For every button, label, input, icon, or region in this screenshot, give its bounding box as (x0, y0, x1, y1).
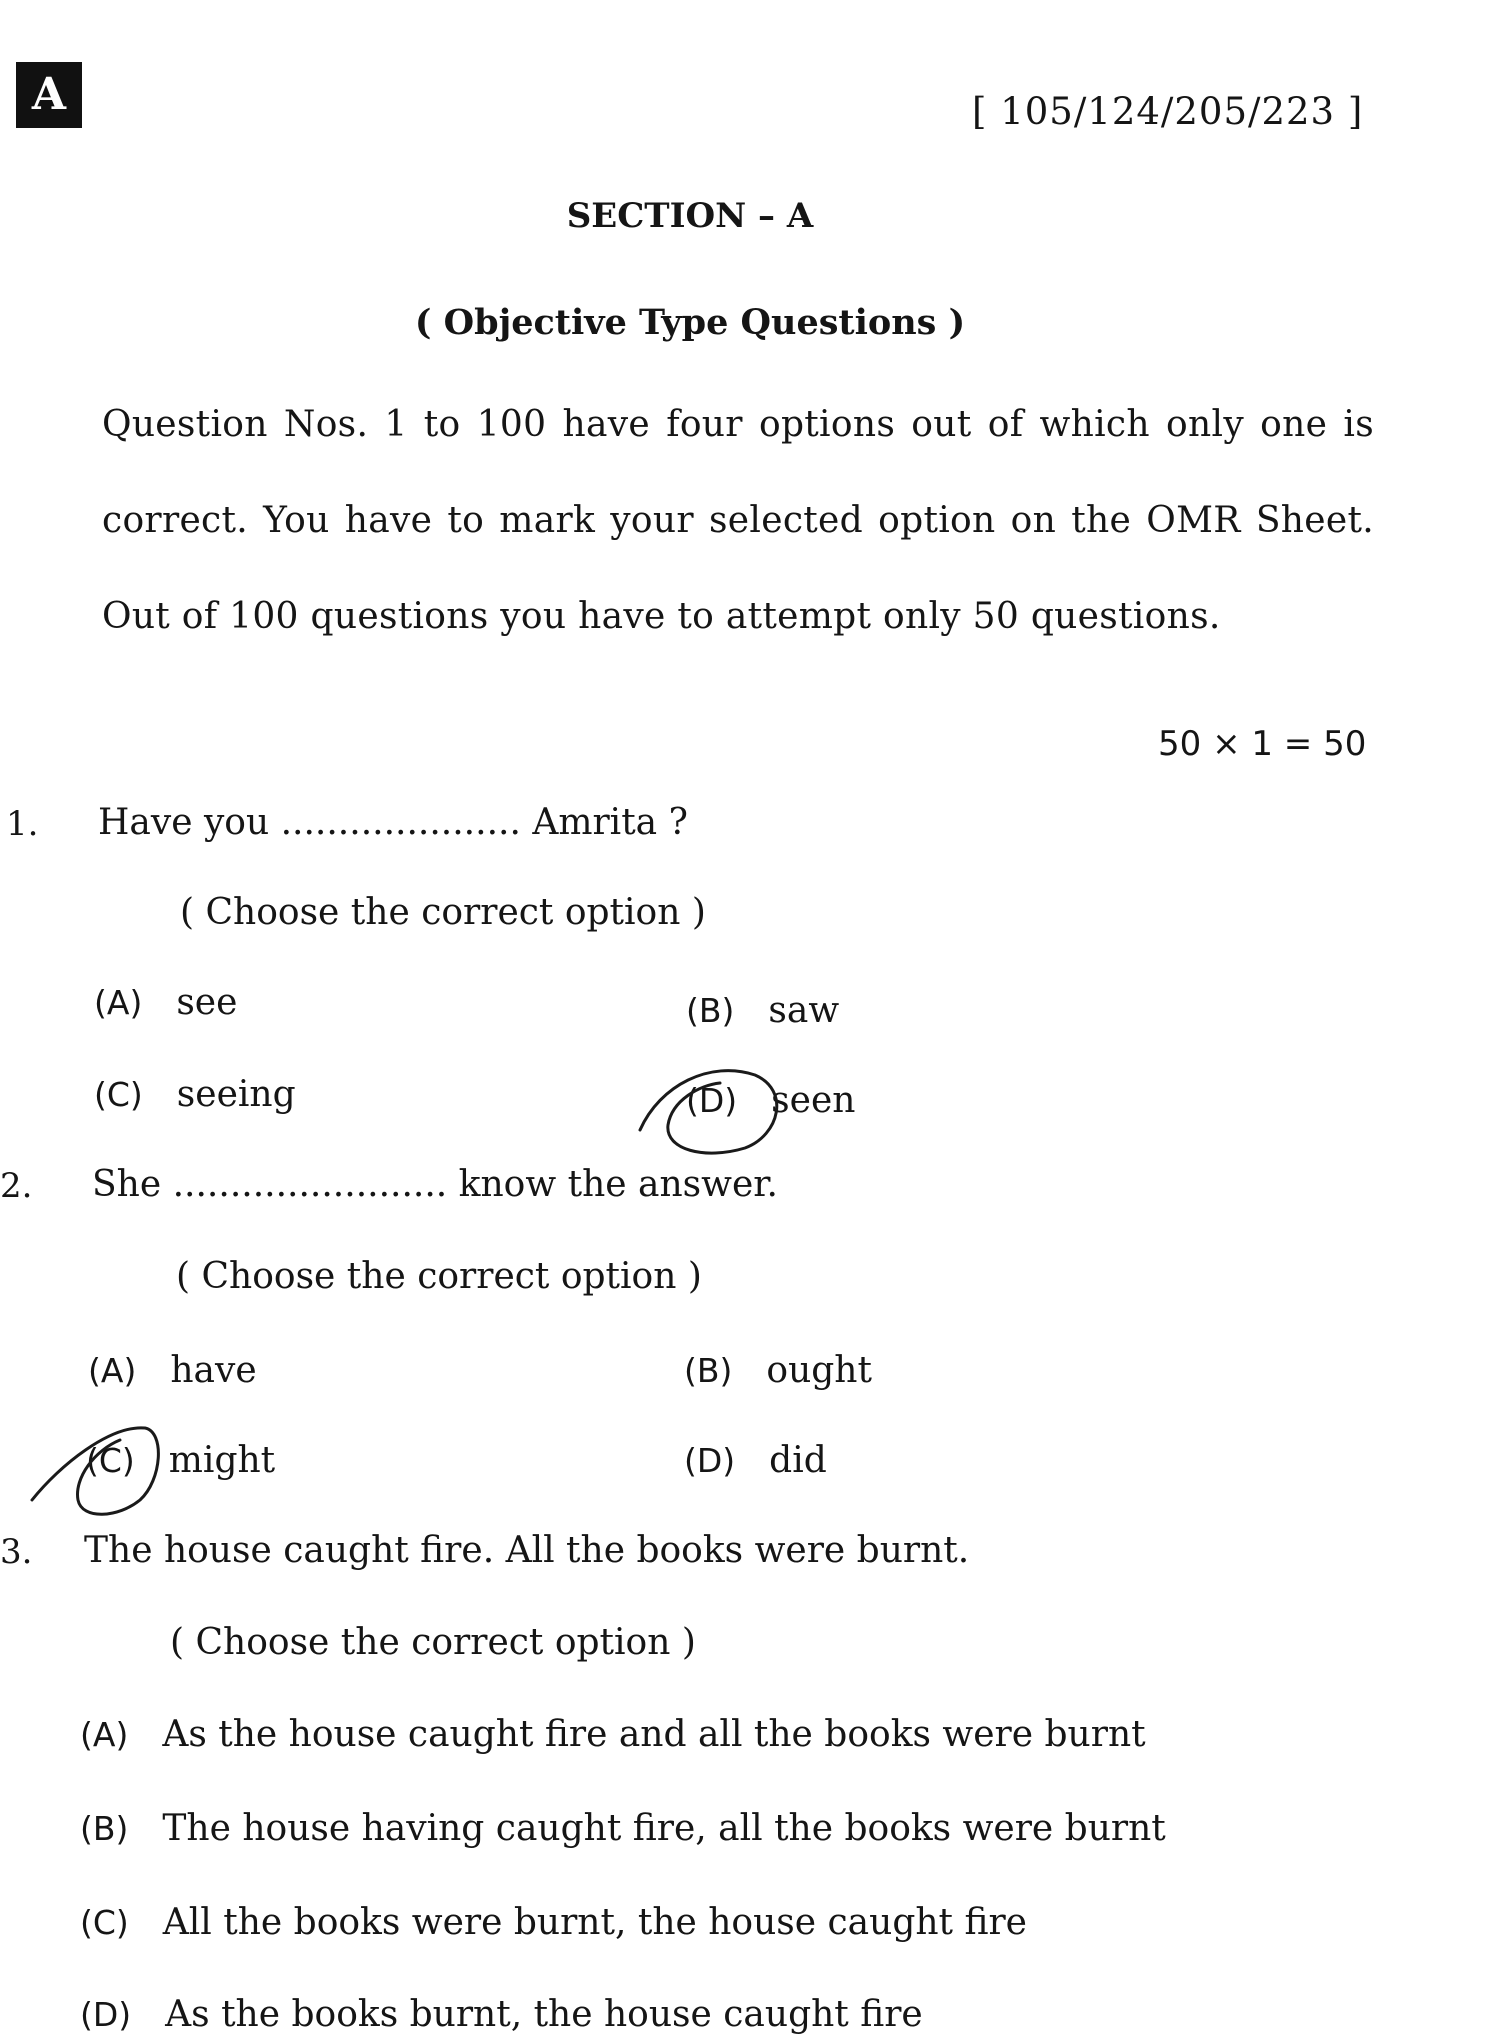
set-badge: A (16, 62, 82, 128)
option-label: (C) (94, 1075, 143, 1114)
option-text: All the books were burnt, the house caught fire (162, 1902, 1027, 1943)
question-number: 1. (6, 804, 39, 844)
option-label: (C) (80, 1903, 129, 1942)
question-text: Have you ..................... Amrita ? (98, 802, 688, 843)
option-text: see (176, 982, 238, 1023)
option-label: (D) (686, 1081, 738, 1120)
question-text: She ........................ know the answer. (92, 1164, 778, 1205)
option-c[interactable] (94, 1074, 296, 1115)
question-text: The house caught fire. All the books were burnt. (84, 1530, 970, 1571)
option-text: The house having caught fire, all the books were burnt (162, 1808, 1166, 1849)
option-label: (A) (80, 1715, 129, 1754)
option-c[interactable] (86, 1440, 275, 1481)
question-number: 3. (0, 1532, 33, 1572)
option-d[interactable] (684, 1440, 827, 1481)
option-text: have (170, 1350, 257, 1391)
option-label: (A) (94, 983, 143, 1022)
option-a[interactable] (88, 1350, 257, 1391)
option-label: (D) (80, 1995, 132, 2034)
marks-scheme: 50 × 1 = 50 (1158, 724, 1367, 764)
option-b[interactable] (686, 990, 839, 1031)
option-text: saw (768, 990, 840, 1031)
question-number: 2. (0, 1166, 33, 1206)
instruction-line-2: correct. You have to mark your selected option on the OMR Sheet. (102, 500, 1374, 541)
option-a[interactable] (80, 1714, 1146, 1755)
question-instruction: ( Choose the correct option ) (176, 1256, 702, 1297)
option-d[interactable] (80, 1994, 923, 2035)
option-text: As the house caught fire and all the books were burnt (162, 1714, 1146, 1755)
option-text: seeing (176, 1074, 296, 1115)
option-text: As the books burnt, the house caught fire (165, 1994, 923, 2035)
option-text: did (769, 1440, 827, 1481)
question-instruction: ( Choose the correct option ) (170, 1622, 696, 1663)
option-c[interactable] (80, 1902, 1027, 1943)
question-instruction: ( Choose the correct option ) (180, 892, 706, 933)
option-label: (A) (88, 1351, 137, 1390)
option-text: ought (766, 1350, 872, 1391)
option-label: (B) (684, 1351, 733, 1390)
option-label: (D) (684, 1441, 736, 1480)
option-label: (B) (80, 1809, 129, 1848)
option-b[interactable] (80, 1808, 1166, 1849)
option-text: might (168, 1440, 276, 1481)
instruction-line-3: Out of 100 questions you have to attempt only 50 questions. (102, 596, 1221, 637)
option-d[interactable] (686, 1080, 855, 1121)
option-text: seen (771, 1080, 856, 1121)
option-label: (B) (686, 991, 735, 1030)
option-b[interactable] (684, 1350, 872, 1391)
section-title: SECTION – A (566, 196, 814, 236)
paper-code: [ 105/124/205/223 ] (972, 90, 1364, 133)
section-subtitle: ( Objective Type Questions ) (414, 302, 966, 343)
option-a[interactable] (94, 982, 237, 1023)
instruction-line-1: Question Nos. 1 to 100 have four options out of which only one is (102, 404, 1374, 445)
option-label: (C) (86, 1441, 135, 1480)
